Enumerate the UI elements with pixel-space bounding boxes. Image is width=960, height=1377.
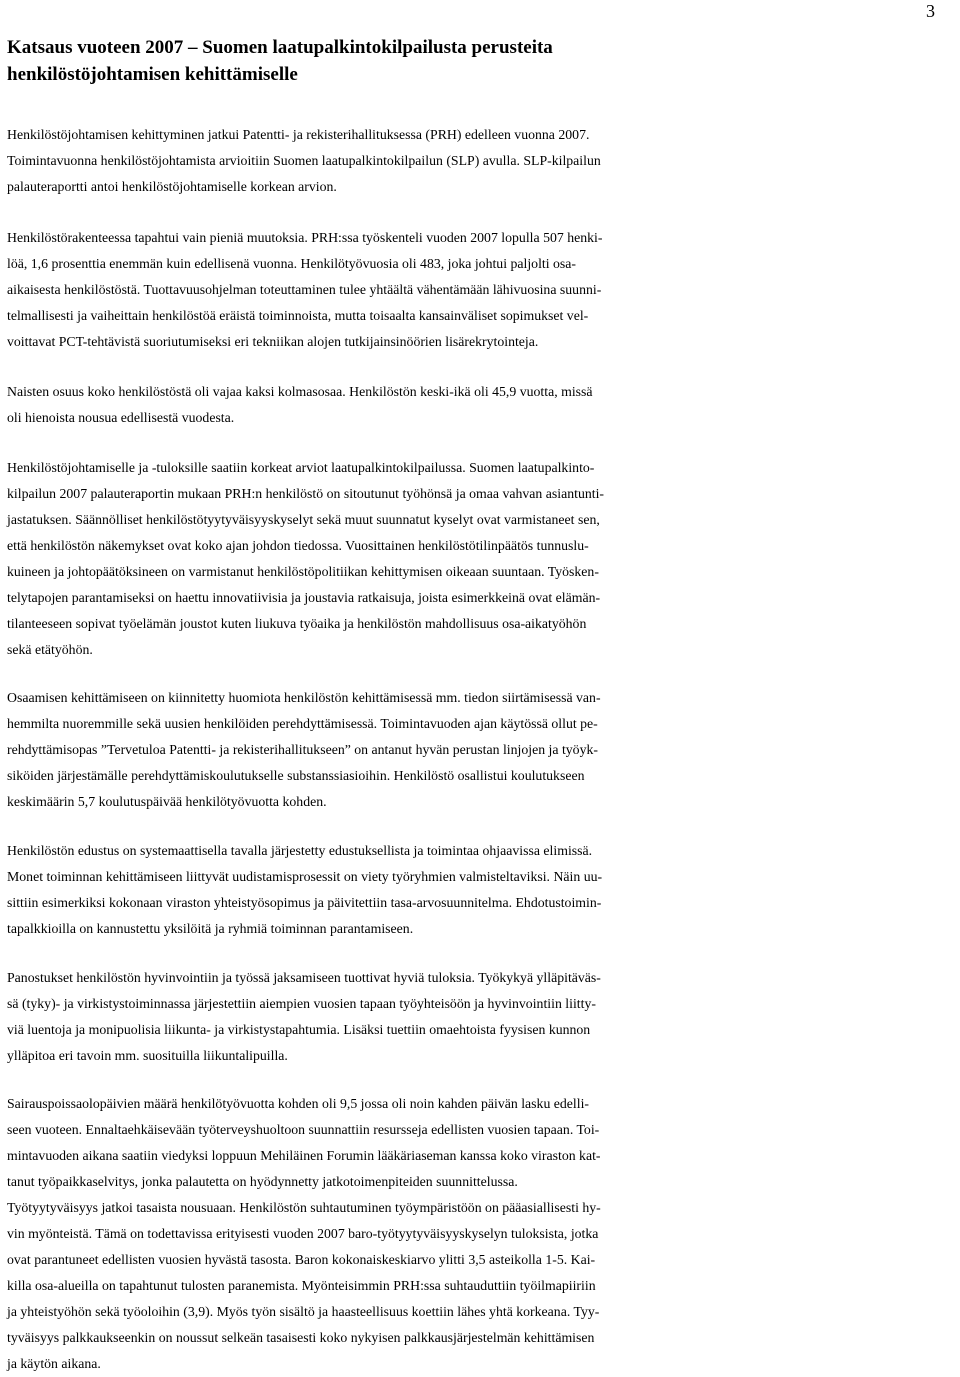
page-title: [7, 34, 807, 88]
text-line: tyväisyys palkkaukseenkin on noussut selkeän tasaisesti koko nykyisen palkkausjärjestelmän kehittämisen: [7, 1330, 595, 1345]
text-line: Panostukset henkilöstön hyvinvointiin ja työssä jaksamiseen tuottivat hyviä tuloksia. Työkykyä ylläpitäväs-: [7, 970, 601, 985]
paragraph-representation: [7, 838, 957, 942]
text-line: telytapojen parantamiseksi on haettu innovatiivisia ja joustavia ratkaisuja, joista esimerkkeinä ovat elämän-: [7, 590, 601, 605]
text-line: Naisten osuus koko henkilöstöstä oli vajaa kaksi kolmasosaa. Henkilöstön keski-ikä oli 45,9 vuotta, missä: [7, 384, 593, 399]
text-line: sekä etätyöhön.: [7, 642, 93, 657]
paragraph-staff-structure: [7, 225, 957, 355]
text-line: killa osa-alueilla on tapahtunut tulosten paranemista. Myönteisimmin PRH:ssa suhtauduttiin työilmapiiriin: [7, 1278, 596, 1293]
paragraph-quality-award: [7, 455, 957, 663]
text-line: keskimäärin 5,7 koulutuspäivää henkilötyövuotta kohden.: [7, 794, 327, 809]
text-line: hemmilta nuoremmille sekä uusien henkilöiden perehdyttämisessä. Toimintavuoden ajan käytössä ollut pe-: [7, 716, 598, 731]
text-line: tilanteeseen sopivat työelämän joustot kuten liukuva työaika ja henkilöstön mahdollisuus osa-aikatyöhön: [7, 616, 587, 631]
text-line: Henkilöstörakenteessa tapahtui vain pieniä muutoksia. PRH:ssa työskenteli vuoden 2007 lopulla 507 henki-: [7, 230, 603, 245]
text-line: Monet toiminnan kehittämiseen liittyvät uudistamisprosessit on viety työryhmien valmisteltaviksi. Näin uu-: [7, 869, 603, 884]
paragraph-intro: [7, 122, 957, 200]
paragraph-gender-age: [7, 379, 957, 431]
text-line: ovat parantuneet edellisten vuosien hyvästä tasosta. Baron kokonaiskeskiarvo ylitti 3,5 asteikolla 1-5. Kai-: [7, 1252, 596, 1267]
text-line: Sairauspoissaolopäivien määrä henkilötyövuotta kohden oli 9,5 jossa oli noin kahden päivän lasku edelli-: [7, 1096, 590, 1111]
text-line: voittavat PCT-tehtävistä suoriutumiseksi eri tekniikan alojen tutkijainsinöörien lisärekrytointeja.: [7, 334, 539, 349]
text-line: ja käytön aikana.: [7, 1356, 101, 1371]
paragraph-competence: [7, 685, 957, 815]
text-line: kilpailun 2007 palauteraportin mukaan PRH:n henkilöstö on sitoutunut työhönsä ja omaa vahvan asiantunti-: [7, 486, 604, 501]
text-line: Osaamisen kehittämiseen on kiinnitetty huomiota henkilöstön kehittämisessä mm. tiedon siirtämisessä van-: [7, 690, 601, 705]
text-line: siköiden järjestämälle perehdyttämiskoulutukselle substanssiasioihin. Henkilöstö osallistui koulutukseen: [7, 768, 585, 783]
title-line: henkilöstöjohtamisen kehittämiselle: [7, 64, 298, 85]
page-number: 3: [926, 1, 935, 21]
text-line: ja yhteistyöhön sekä työoloihin (3,9). Myös työn sisältö ja haasteellisuus koettiin lähes yhtä korkeana. Tyy-: [7, 1304, 600, 1319]
text-line: vin myönteistä. Tämä on todettavissa erityisesti vuoden 2007 baro-työtyytyväisyyskyselyn tuloksista, jotka: [7, 1226, 599, 1241]
text-line: mintavuoden aikana saatiin viedyksi loppuun Mehiläinen Forumin lääkäriaseman kanssa koko viraston kat-: [7, 1148, 601, 1163]
text-line: viä luentoja ja monipuolisia liikunta- ja virkistystapahtumia. Lisäksi tuettiin omaehtoista fyysisen kunnon: [7, 1022, 591, 1037]
text-line: rehdyttämisopas ”Tervetuloa Patentti- ja rekisterihallitukseen” on antanut hyvän perustan linjojen ja työyk-: [7, 742, 598, 757]
text-line: telmallisesti ja vaiheittain henkilöstöä eräistä toiminnoista, mutta toisaalta kansainväliset sopimukset vel-: [7, 308, 589, 323]
text-line: jastatuksen. Säännölliset henkilöstötyytyväisyyskyselyt sekä muut suunnatut kyselyt ovat varmistaneet sen,: [7, 512, 600, 527]
text-line: että henkilöstön näkemykset ovat koko ajan johdon tiedossa. Vuosittainen henkilöstötilinpäätös tunnuslu-: [7, 538, 589, 553]
text-line: tanut työpaikkaselvitys, jonka palautetta on hyödynnetty jatkotoimenpiteiden suunnittelussa.: [7, 1174, 518, 1189]
text-line: palauteraportti antoi henkilöstöjohtamiselle korkean arvion.: [7, 179, 337, 194]
text-line: Henkilöstöjohtamiselle ja -tuloksille saatiin korkeat arviot laatupalkintokilpailussa. Suomen laatupalkinto-: [7, 460, 595, 475]
paragraph-wellbeing: [7, 965, 957, 1069]
text-line: Henkilöstön edustus on systemaattisella tavalla järjestetty edustuksellista ja toimintaa ohjaavissa elimissä.: [7, 843, 593, 858]
text-line: sä (tyky)- ja virkistystoiminnassa järjestettiin aiempien vuosien tapaan työyhteisöön ja hyvinvointiin liitty-: [7, 996, 596, 1011]
text-line: seen vuoteen. Ennaltaehkäisevään työterveyshuoltoon suunnattiin resursseja edellisten vuosien tapaan. Toi-: [7, 1122, 600, 1137]
text-line: Henkilöstöjohtamisen kehittyminen jatkui Patentti- ja rekisterihallituksessa (PRH) edelleen vuonna 2007.: [7, 127, 590, 142]
text-line: Työtyytyväisyys jatkoi tasaista nousuaan. Henkilöstön suhtautuminen työympäristöön on pääasiallisesti hy-: [7, 1200, 601, 1215]
text-line: oli hienoista nousua edellisestä vuodesta.: [7, 410, 235, 425]
text-line: aikaisesta henkilöstöstä. Tuottavuusohjelman toteuttaminen tulee yhtäältä vähentämään lähivuosina suunni-: [7, 282, 602, 297]
text-line: ylläpitoa eri tavoin mm. suosituilla liikuntalipuilla.: [7, 1048, 288, 1063]
paragraph-sick-leave: [7, 1091, 957, 1377]
title-line: Katsaus vuoteen 2007 – Suomen laatupalkintokilpailusta perusteita: [7, 37, 553, 58]
text-line: tapalkkioilla on kannustettu yksilöitä ja ryhmiä toiminnan parantamiseen.: [7, 921, 414, 936]
text-line: löä, 1,6 prosenttia enemmän kuin edellisenä vuonna. Henkilötyövuosia oli 483, joka johtui paljolti osa-: [7, 256, 577, 271]
text-line: kuineen ja johtopäätöksineen on varmistanut henkilöstöpolitiikan kehittymisen oikeaan suuntaan. Työsken-: [7, 564, 599, 579]
text-line: sittiin esimerkiksi kokonaan viraston yhteistyösopimus ja päivitettiin tasa-arvosuunnitelma. Ehdotustoimin-: [7, 895, 602, 910]
text-line: Toimintavuonna henkilöstöjohtamista arvioitiin Suomen laatupalkintokilpailun (SLP) avulla. SLP-kilpailun: [7, 153, 601, 168]
